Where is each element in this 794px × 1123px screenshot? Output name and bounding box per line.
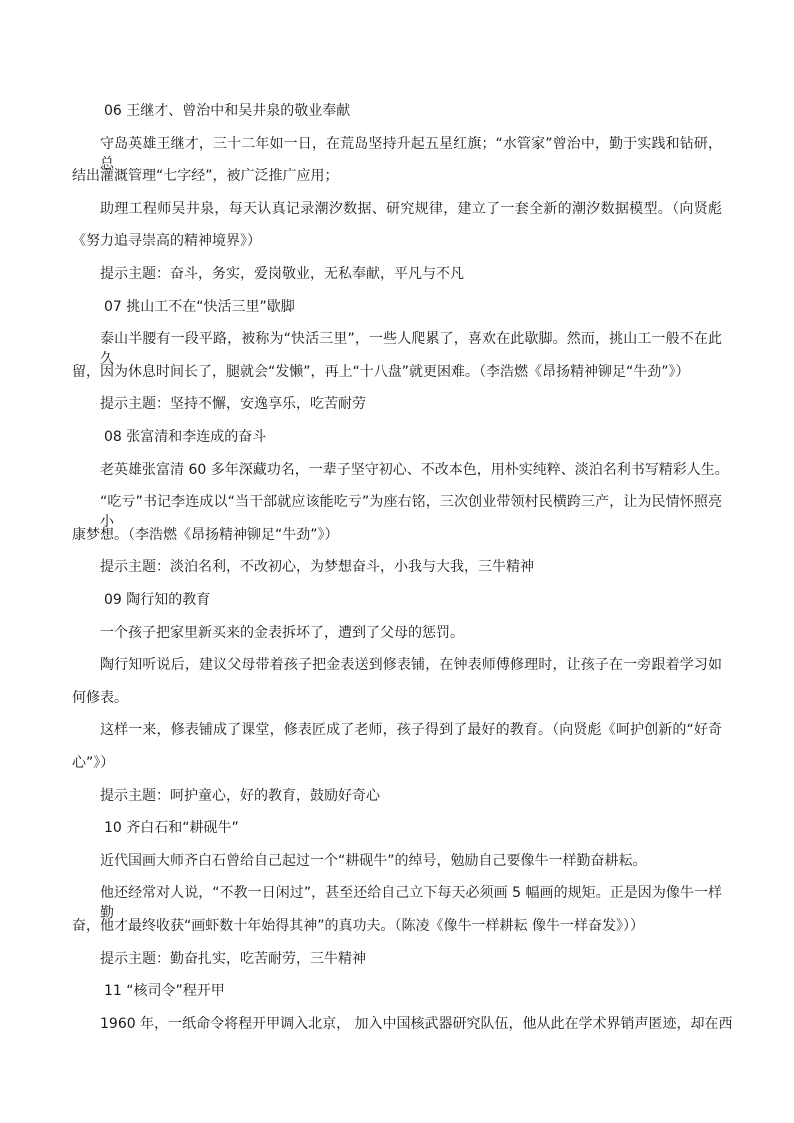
paragraph-continuation: 留，因为休息时间长了，腿就会“发懒”，再上“十八盘”就更困难。（李浩燃《昂扬精神铆足“牛劲”》） xyxy=(72,363,690,380)
section-heading: 09 陶行知的教育 xyxy=(104,592,211,608)
section-heading: 07 挑山工不在“快活三里”歇脚 xyxy=(104,298,295,315)
paragraph-line: 守岛英雄王继才，三十二年如一日，在荒岛坚持升起五星红旗；“水管家”曾治中，勤于实践和钻研，总 xyxy=(100,135,722,172)
paragraph-line: 一个孩子把家里新买来的金表拆坏了，遭到了父母的惩罚。 xyxy=(100,624,464,641)
theme-hint: 提示主题：勤奋扎实，吃苦耐劳，三牛精神 xyxy=(100,950,366,967)
section-heading: 10 齐白石和“耕砚牛” xyxy=(104,820,239,837)
paragraph-line: 泰山半腰有一段平路，被称为“快活三里”，一些人爬累了，喜欢在此歇脚。然而，挑山工一般不在此久 xyxy=(100,331,722,368)
paragraph-continuation: 心”》） xyxy=(72,755,115,771)
paragraph-continuation: 康梦想。（李浩燃《昂扬精神铆足“牛劲”》） xyxy=(72,526,339,543)
section-heading: 11 “核司令”程开甲 xyxy=(104,983,225,1000)
section-heading: 08 张富清和李连成的奋斗 xyxy=(104,429,267,445)
section-heading: 06 王继才、曾治中和吴井泉的敬业奉献 xyxy=(104,103,351,119)
paragraph-continuation: 《努力追寻崇高的精神境界》） xyxy=(72,233,261,250)
paragraph-line: 这样一来，修表铺成了课堂，修表匠成了老师，孩子得到了最好的教育。（向贤彪《呵护创新的“好奇 xyxy=(100,722,722,739)
paragraph-continuation: 奋，他才最终收获“画虾数十年始得其神”的真功夫。（陈凌《像牛一样耕耘 像牛一样奋发》）） xyxy=(72,918,644,934)
paragraph-line: 助理工程师吴井泉，每天认真记录潮汐数据、研究规律，建立了一套全新的潮汐数据模型。（向贤彪 xyxy=(100,200,722,217)
paragraph-line: 他还经常对人说，“不教一日闲过”，甚至还给自己立下每天必须画 5 幅画的规矩。正是因为像牛一样勤 xyxy=(100,885,722,922)
paragraph-line: 近代国画大师齐白石曾给自己起过一个“耕砚牛”的绰号，勉励自己要像牛一样勤奋耕耘。 xyxy=(100,852,647,869)
theme-hint: 提示主题：坚持不懈，安逸享乐，吃苦耐劳 xyxy=(100,396,366,413)
paragraph-line: 1960 年，一纸命令将程开甲调入北京， 加入中国核武器研究队伍，他从此在学术界销声匿迹，却在西 xyxy=(100,1015,733,1032)
paragraph-line: 陶行知听说后，建议父母带着孩子把金表送到修表铺，在钟表师傅修理时，让孩子在一旁跟着学习如 xyxy=(100,657,722,674)
theme-hint: 提示主题：奋斗，务实，爱岗敬业，无私奉献，平凡与不凡 xyxy=(100,266,464,282)
paragraph-continuation: 何修表。 xyxy=(72,689,128,706)
paragraph-line: 老英雄张富清 60 多年深藏功名，一辈子坚守初心、不改本色，用朴实纯粹、淡泊名利书写精彩人生。 xyxy=(100,461,729,478)
paragraph-line: “吃亏”书记李连成以“当干部就应该能吃亏”为座右铭，三次创业带领村民横跨三产，让为民情怀照亮小 xyxy=(100,494,722,531)
paragraph-continuation: 结出灌溉管理“七字经”，被广泛推广应用； xyxy=(72,168,339,185)
theme-hint: 提示主题：呵护童心，好的教育，鼓励好奇心 xyxy=(100,787,380,804)
theme-hint: 提示主题：淡泊名利，不改初心，为梦想奋斗，小我与大我，三牛精神 xyxy=(100,559,534,576)
